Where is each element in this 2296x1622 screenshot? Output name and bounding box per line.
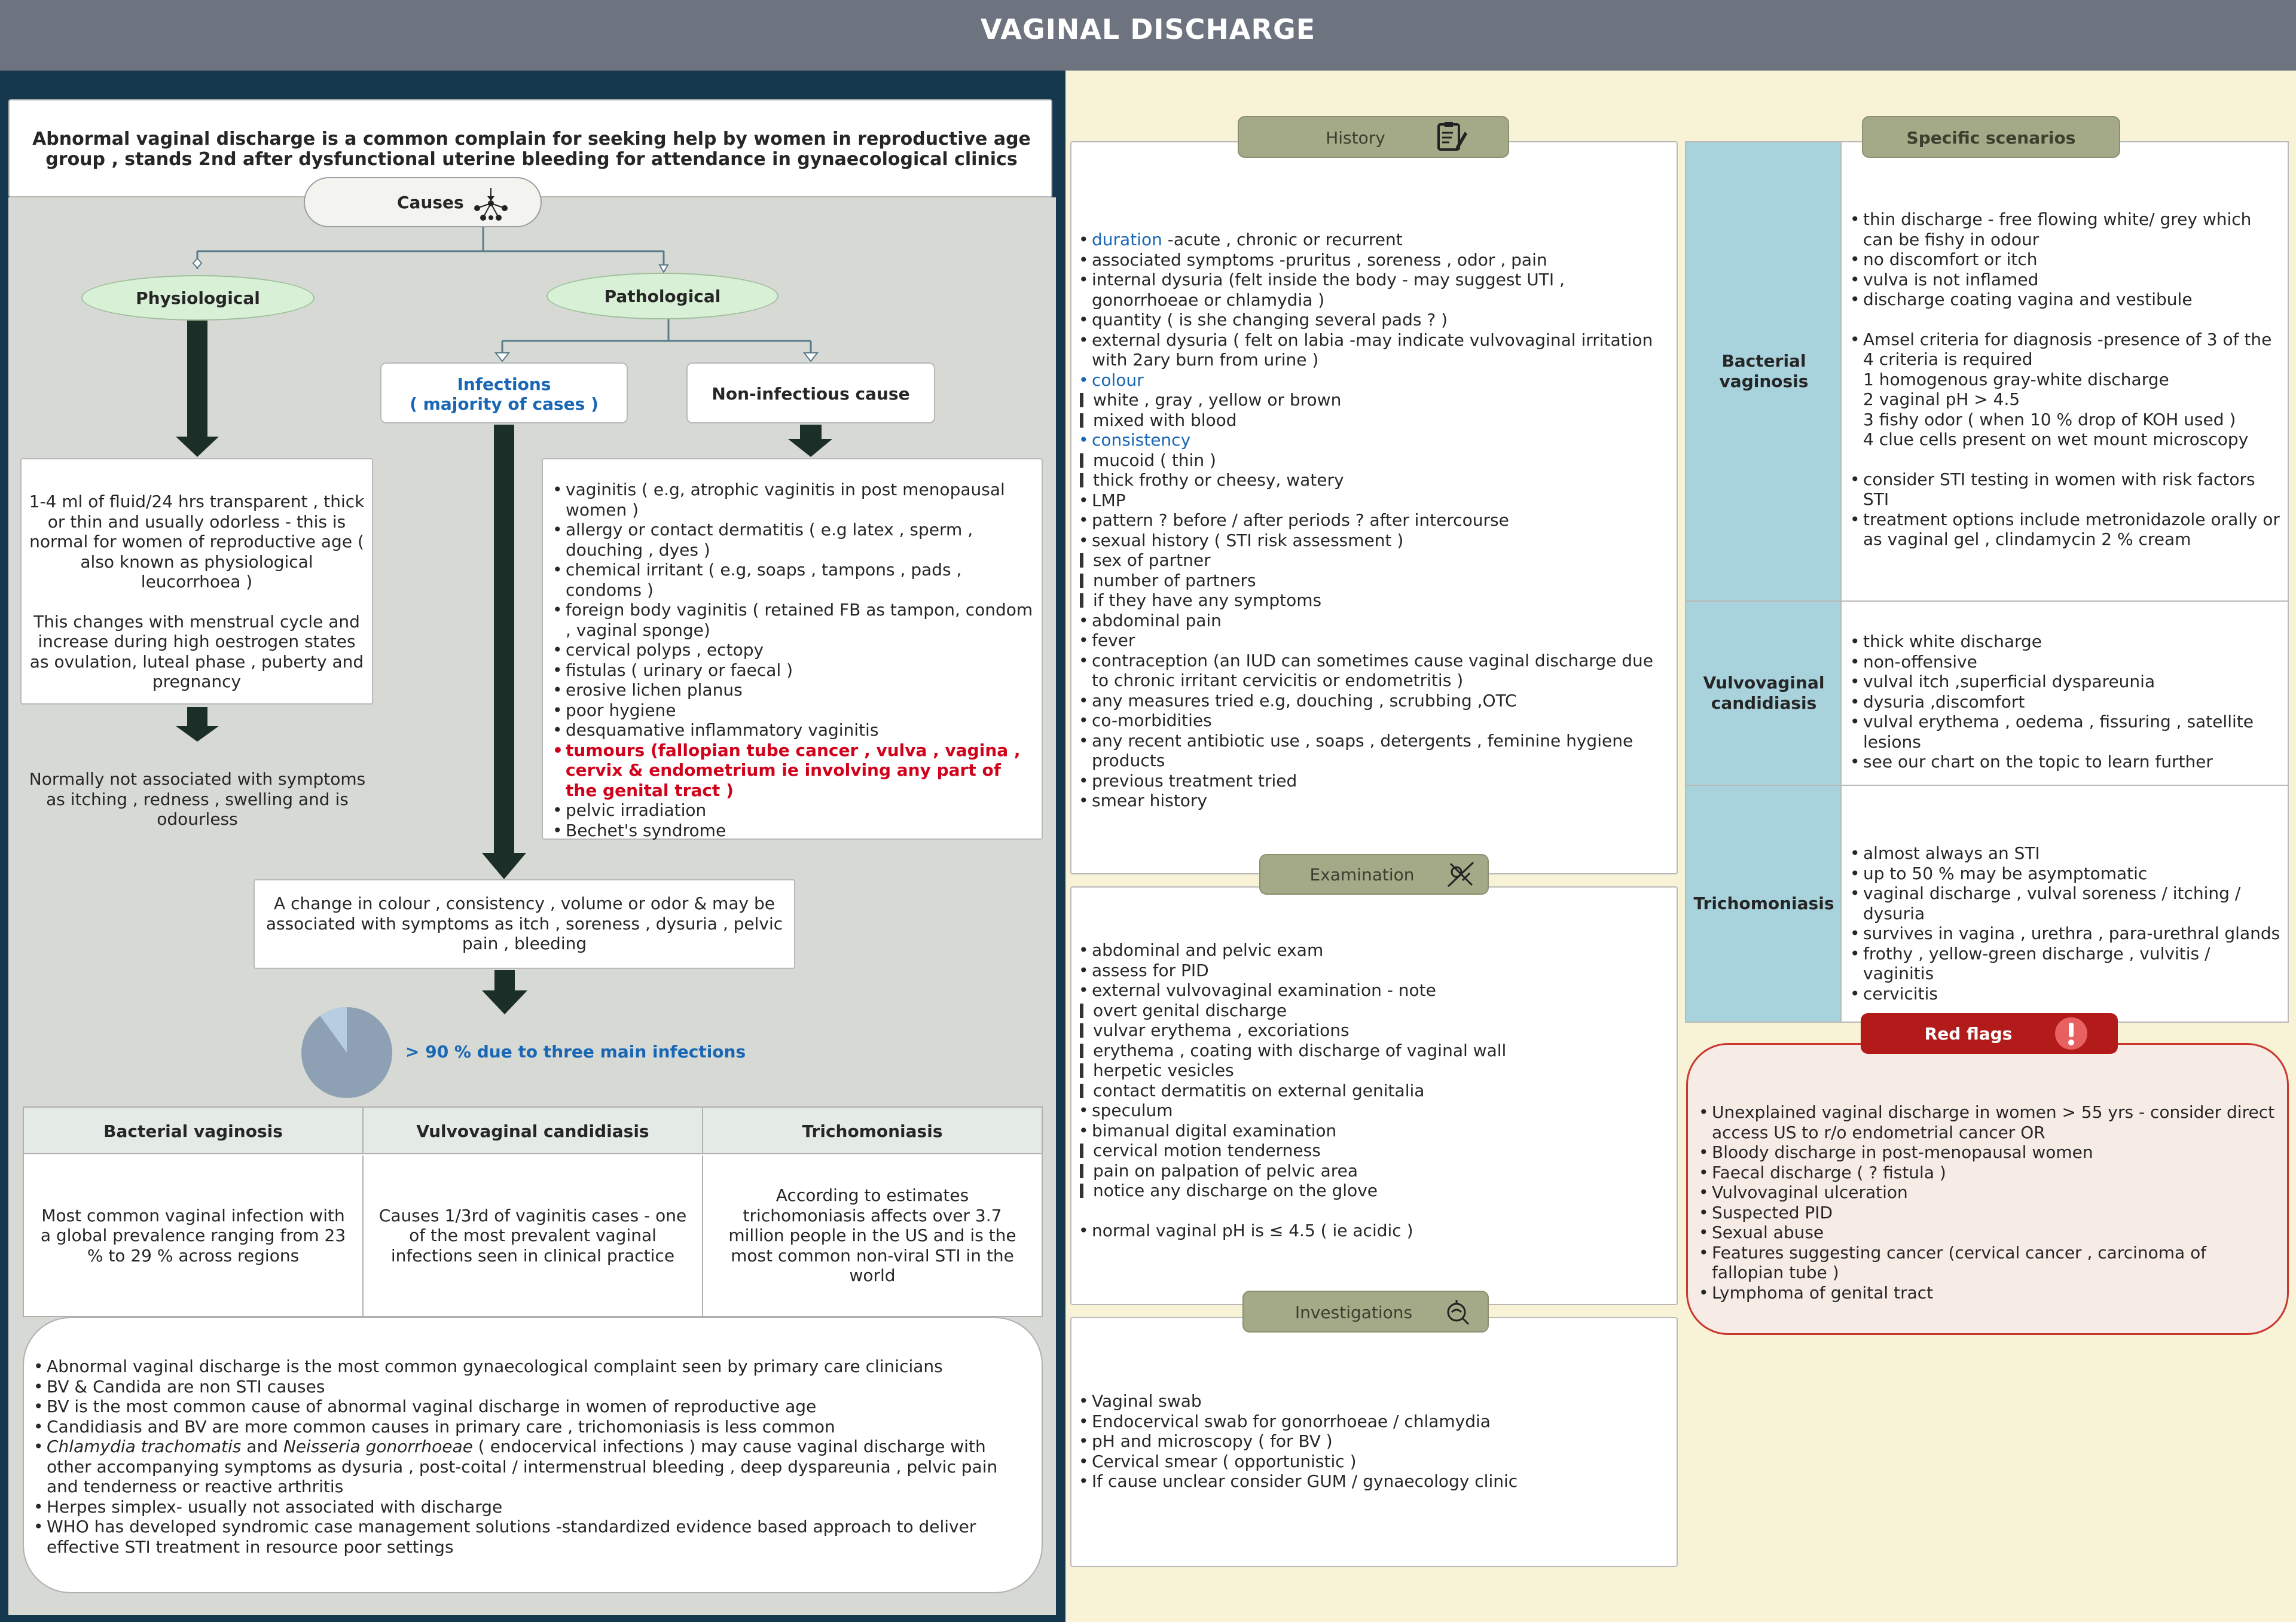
table-header-cell: Trichomoniasis	[802, 1121, 943, 1141]
italic-organism: Chlamydia trachomatis	[47, 1437, 242, 1456]
scenario-name-line: Trichomoniasis	[1693, 894, 1834, 913]
list-item: • any measures tried e.g, douching , scrubbing ,OTC	[1079, 691, 1671, 711]
examination-label: Examination	[1309, 865, 1415, 885]
list-item: • no discomfort or itch	[1850, 249, 2282, 270]
list-item: • poor hygiene	[552, 700, 1036, 721]
list-item: • Abnormal vaginal discharge is the most common gynaecological complaint seen by primary care clinicians	[33, 1356, 1030, 1377]
scenario-name-line: Bacterial	[1721, 351, 1806, 371]
list-item: • Features suggesting cancer (cervical cancer , carcinoma of fallopian tube )	[1699, 1243, 2281, 1283]
scenario-name	[1686, 142, 1842, 600]
page-title: VAGINAL DISCHARGE	[980, 13, 1316, 45]
sub-item: pain on palpation of pelvic area	[1079, 1161, 1671, 1181]
list-item: • normal vaginal pH is ≤ 4.5 ( ie acidic )	[1079, 1221, 1671, 1241]
list-item: • Vulvovaginal ulceration	[1699, 1182, 2281, 1203]
physiological-text-2: This changes with menstrual cycle and increase during high oestrogen states as ovulation, luteal phase , puberty and pregnancy	[29, 611, 364, 691]
list-item: • abdominal pain	[1079, 611, 1671, 631]
sub-item: mucoid ( thin )	[1079, 450, 1671, 471]
keyword: duration	[1092, 230, 1162, 249]
sub-item: overt genital discharge	[1079, 1001, 1671, 1021]
infection-table	[23, 1106, 1043, 1317]
list-item: • Sexual abuse	[1699, 1222, 2281, 1243]
list-item: • abdominal and pelvic exam	[1079, 940, 1671, 961]
list-item	[1079, 230, 1671, 250]
criterion: 2 vaginal pH > 4.5	[1863, 389, 2020, 409]
infections-node	[380, 362, 628, 423]
list-item: • co-morbidities	[1079, 711, 1671, 731]
list-item: • Herpes simplex- usually not associated with discharge	[33, 1497, 1030, 1517]
tumours-item: • tumours (fallopian tube cancer , vulva , vagina , cervix & endometrium ie involving any part of the genital tract )	[552, 740, 1036, 801]
sub-item: herpetic vesicles	[1079, 1060, 1671, 1081]
criterion: 3 fishy odor ( when 10 % drop of KOH used )	[1863, 409, 2236, 429]
scenario-name-line: Vulvovaginal	[1703, 673, 1825, 693]
sub-item: if they have any symptoms	[1079, 590, 1671, 611]
history-list	[1079, 230, 1671, 811]
list-item: • Faecal discharge ( ? fistula )	[1699, 1163, 2281, 1183]
list-item: • thick white discharge	[1850, 632, 2282, 652]
table-header-cell: Bacterial vaginosis	[24, 1108, 364, 1154]
scenario-name	[1686, 786, 1842, 1022]
list-item: • Candidiasis and BV are more common causes in primary care , trichomoniasis is less common	[33, 1417, 1030, 1437]
table-cell: Most common vaginal infection with a global prevalence ranging from 23 % to 29 % across regions	[24, 1155, 364, 1316]
list-item: • BV & Candida are non STI causes	[33, 1377, 1030, 1397]
candidiasis-details	[1850, 632, 2282, 772]
scenario-name	[1686, 602, 1842, 785]
list-item: • thin discharge - free flowing white/ grey which can be fishy in odour	[1850, 209, 2282, 249]
sub-item: white , gray , yellow or brown	[1079, 390, 1671, 410]
list-item: • Suspected PID	[1699, 1203, 2281, 1223]
list-item: • non-offensive	[1850, 652, 2282, 672]
examination-box	[1070, 886, 1678, 1305]
pie-label: > 90 % due to three main infections	[405, 1042, 746, 1062]
history-label: History	[1326, 128, 1385, 148]
list-item: • vulval itch ,superficial dyspareunia	[1850, 672, 2282, 692]
table-cell: According to estimates trichomoniasis affects over 3.7 million people in the US and is the most common non-viral STI in the world	[728, 1185, 1016, 1286]
non-infectious-box	[542, 458, 1043, 840]
non-infectious-node	[686, 362, 935, 423]
sub-item: vulvar erythema , excoriations	[1079, 1020, 1671, 1041]
trichomoniasis-details	[1850, 843, 2282, 1004]
alert-icon	[2054, 1017, 2088, 1050]
list-item: • vulval erythema , oedema , fissuring , satellite lesions	[1850, 712, 2282, 752]
list-item: • speculum	[1079, 1100, 1671, 1121]
bacterial-vaginosis-details	[1850, 209, 2282, 550]
list-item: • cervicitis	[1850, 984, 2282, 1004]
list-item: • LMP	[1079, 490, 1671, 511]
list-item: • smear history	[1079, 791, 1671, 811]
physiological-label: Physiological	[136, 288, 260, 308]
list-item: • up to 50 % may be asymptomatic	[1850, 864, 2282, 884]
criterion: 4 clue cells present on wet mount microscopy	[1863, 429, 2249, 449]
sub-item: notice any discharge on the glove	[1079, 1181, 1671, 1201]
list-item: • Vaginal swab	[1079, 1391, 1671, 1411]
list-item: • allergy or contact dermatitis ( e.g latex , sperm , douching , dyes )	[552, 520, 1036, 560]
list-item: • pH and microscopy ( for BV )	[1079, 1431, 1671, 1452]
examination-tools-icon	[1445, 859, 1478, 890]
list-item: • Endocervical swab for gonorrhoeae / chlamydia	[1079, 1411, 1671, 1432]
list-item: • If cause unclear consider GUM / gynaecology clinic	[1079, 1471, 1671, 1492]
causes-node	[304, 177, 542, 227]
list-item: • WHO has developed syndromic case management solutions -standardized evidence based approach to deliver effective STI treatment in resource poor settings	[33, 1517, 1030, 1557]
change-description-box	[254, 879, 795, 969]
infections-sublabel: ( majority of cases )	[410, 394, 599, 414]
pie-chart	[299, 1005, 395, 1100]
list-item: • external dysuria ( felt on labia -may indicate vulvovaginal irritation with 2ary burn from urine )	[1079, 330, 1671, 370]
scenarios-table	[1685, 141, 2289, 1023]
investigations-label: Investigations	[1294, 1303, 1413, 1322]
list-item: • foreign body vaginitis ( retained FB as tampon, condom , vaginal sponge)	[552, 600, 1036, 640]
list-item: • desquamative inflammatory vaginitis	[552, 720, 1036, 740]
non-infectious-label: Non-infectious cause	[712, 384, 910, 404]
list-item: • fever	[1079, 630, 1671, 651]
list-item: • cervical polyps , ectopy	[552, 640, 1036, 660]
list-item: • fistulas ( urinary or faecal )	[552, 660, 1036, 681]
list-item: • BV is the most common cause of abnormal vaginal discharge in women of reproductive age	[33, 1397, 1030, 1417]
list-item: • external vulvovaginal examination - note	[1079, 980, 1671, 1001]
list-item	[1850, 330, 2282, 450]
list-item: • quantity ( is she changing several pads ? )	[1079, 310, 1671, 330]
scenario-name-line: vaginosis	[1719, 371, 1809, 391]
list-item: • almost always an STI	[1850, 843, 2282, 864]
key-point-text: ( endocervical infections ) may cause vaginal discharge with other accompanying symptoms as dysuria , post-coital / intermenstrual bleeding , deep dyspareunia , pelvic pain and tenderness or reactive arthritis	[47, 1437, 998, 1496]
keyword-item: • consistency	[1079, 430, 1671, 450]
examination-list	[1079, 940, 1671, 1240]
list-item: • sexual history ( STI risk assessment )	[1079, 530, 1671, 551]
list-item: • pattern ? before / after periods ? after intercourse	[1079, 510, 1671, 530]
pathological-label: Pathological	[604, 286, 721, 306]
list-item: • any recent antibiotic use , soaps , detergents , feminine hygiene products	[1079, 731, 1671, 771]
list-item: • Cervical smear ( opportunistic )	[1079, 1452, 1671, 1472]
list-item: • erosive lichen planus	[552, 680, 1036, 700]
list-item: • associated symptoms -pruritus , soreness , odor , pain	[1079, 250, 1671, 270]
infections-label: Infections	[457, 374, 551, 394]
list-item: • vaginal discharge , vulval soreness / itching / dysuria	[1850, 883, 2282, 923]
key-points-list	[33, 1356, 1030, 1557]
scenarios-label: Specific scenarios	[1906, 128, 2076, 148]
clipboard-icon	[1435, 121, 1467, 153]
key-point-joiner: and	[241, 1437, 283, 1456]
sub-item: sex of partner	[1079, 550, 1671, 571]
scenarios-header	[1862, 116, 2120, 158]
causes-label: Causes	[397, 193, 464, 212]
list-item: • contraception (an IUD can sometimes cause vaginal discharge due to chronic irritant cervicitis or endometritis )	[1079, 651, 1671, 691]
list-item: • Bloody discharge in post-menopausal women	[1699, 1142, 2281, 1163]
list-item: • Bechet's syndrome	[552, 821, 1036, 841]
list-item: • vaginitis ( e.g, atrophic vaginitis in post menopausal women )	[552, 480, 1036, 520]
sub-item: erythema , coating with discharge of vaginal wall	[1079, 1041, 1671, 1061]
list-item: • bimanual digital examination	[1079, 1121, 1671, 1141]
list-item: • assess for PID	[1079, 961, 1671, 981]
amsel-criteria: • Amsel criteria for diagnosis -presence of 3 of the 4 criteria is required	[1863, 329, 2272, 369]
pathological-node	[546, 273, 778, 319]
network-icon	[471, 185, 511, 222]
physiological-description	[20, 458, 373, 705]
lab-icon	[1441, 1295, 1473, 1328]
list-item: • internal dysuria (felt inside the body - may suggest UTI , gonorrhoeae or chlamydia )	[1079, 270, 1671, 310]
criterion: 1 homogenous gray-white discharge	[1863, 369, 2169, 389]
list-item: • Unexplained vaginal discharge in women > 55 yrs - consider direct access US to r/o endometrial cancer OR	[1699, 1102, 2281, 1142]
sub-item: contact dermatitis on external genitalia	[1079, 1081, 1671, 1101]
intro-text: Abnormal vaginal discharge is a common complain for seeking help by women in reproductive age group , stands 2nd after dysfunctional uterine bleeding for attendance in gynaecological clinics	[32, 129, 1031, 170]
physiological-node	[81, 275, 315, 321]
sub-item: number of partners	[1079, 571, 1671, 591]
key-points-box	[23, 1317, 1043, 1593]
list-item: • dysuria ,discomfort	[1850, 692, 2282, 712]
list-item-text: -acute , chronic or recurrent	[1162, 230, 1403, 249]
list-item: • discharge coating vagina and vestibule	[1850, 289, 2282, 310]
list-item: • pelvic irradiation	[552, 800, 1036, 821]
italic-organism: Neisseria gonorrhoeae	[283, 1437, 473, 1456]
list-item: • consider STI testing in women with risk factors STI	[1850, 469, 2282, 510]
table-header-cell: Vulvovaginal candidiasis	[364, 1108, 703, 1154]
non-infectious-list	[552, 480, 1036, 840]
list-item: • treatment options include metronidazole orally or as vaginal gel , clindamycin 2 % cream	[1850, 510, 2282, 550]
keyword-item: • colour	[1079, 370, 1671, 391]
sub-item: cervical motion tenderness	[1079, 1141, 1671, 1161]
list-item: • survives in vagina , urethra , para-urethral glands	[1850, 923, 2282, 944]
change-description: A change in colour , consistency , volume or odor & may be associated with symptoms as itch , soreness , dysuria , pelvic pain , bleeding	[265, 894, 783, 953]
scenario-name-line: candidiasis	[1711, 693, 1817, 713]
physiological-note: Normally not associated with symptoms as itching , redness , swelling and is odourless	[29, 769, 366, 829]
list-item: • frothy , yellow-green discharge , vulvitis / vaginitis	[1850, 944, 2282, 984]
physiological-text-1: 1-4 ml of fluid/24 hrs transparent , thick or thin and usually odorless - this is normal for women of reproductive age ( also known as physiological leucorrhoea )	[29, 492, 365, 592]
investigations-box	[1070, 1317, 1678, 1567]
list-item: • see our chart on the topic to learn further	[1850, 752, 2282, 772]
sub-item: thick frothy or cheesy, watery	[1079, 470, 1671, 490]
list-item: • Lymphoma of genital tract	[1699, 1283, 2281, 1303]
red-flags-box	[1686, 1043, 2289, 1335]
list-item: • previous treatment tried	[1079, 771, 1671, 791]
sub-item: mixed with blood	[1079, 410, 1671, 431]
red-flags-label: Red flags	[1924, 1024, 2013, 1044]
red-flags-list	[1699, 1102, 2281, 1303]
list-item: • vulva is not inflamed	[1850, 270, 2282, 290]
table-cell: Causes 1/3rd of vaginitis cases - one of the most prevalent vaginal infections seen in clinical practice	[364, 1155, 703, 1316]
history-header	[1238, 116, 1509, 158]
history-box	[1070, 141, 1678, 874]
list-item	[33, 1437, 1030, 1497]
list-item: • chemical irritant ( e.g, soaps , tampons , pads , condoms )	[552, 560, 1036, 600]
investigations-list	[1079, 1391, 1671, 1492]
